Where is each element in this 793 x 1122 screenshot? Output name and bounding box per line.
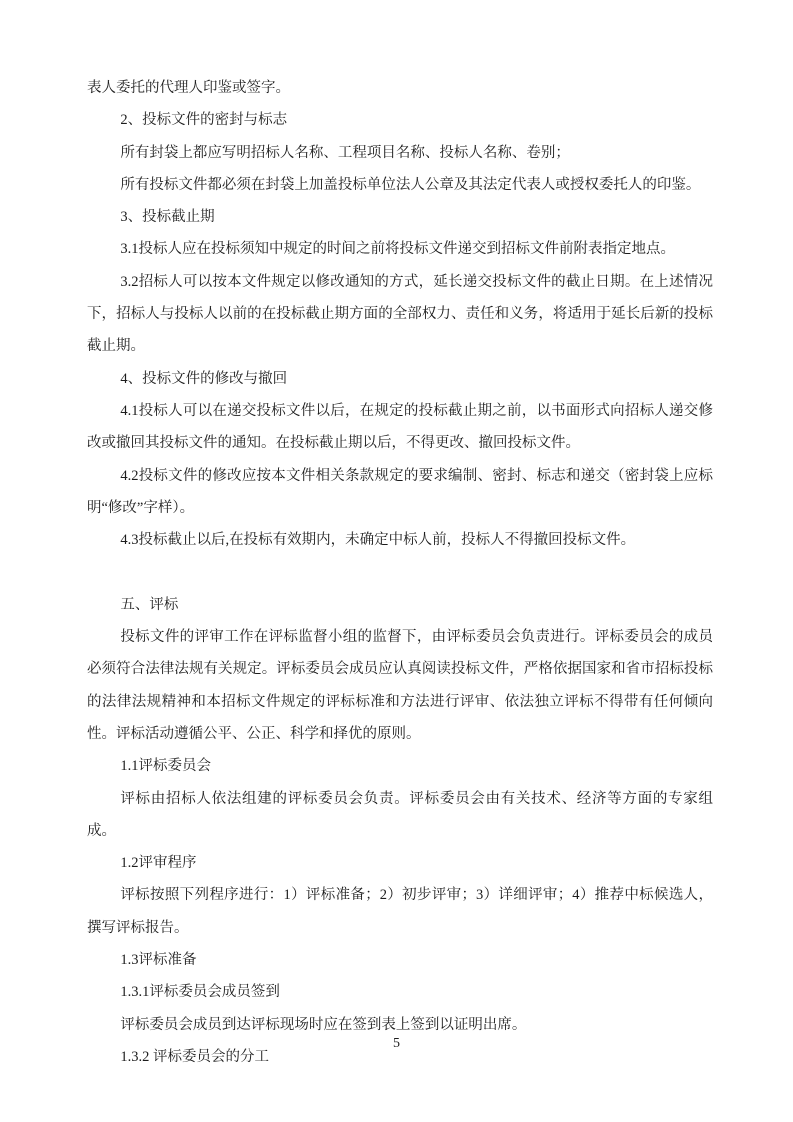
sub-heading-1-3: 1.3评标准备: [120, 952, 197, 969]
paragraph-continuation: 表人委托的代理人印鉴或签字。: [87, 80, 290, 96]
sub-heading-1-1: 1.1评标委员会: [120, 758, 211, 775]
clause-4-1-paragraph: 4.1投标人可以在递交投标文件以后，在规定的投标截止期之前，以书面形式向招标人递交修改或撤回其投标文件的通知。在投标截止期以后，不得更改、撤回投标文件。: [87, 402, 713, 452]
clause-4-heading: 4、投标文件的修改与撤回: [120, 370, 288, 387]
clause-4-3-paragraph: 4.3投标截止以后,在投标有效期内，未确定中标人前，投标人不得撤回投标文件。: [120, 532, 636, 549]
sub-heading-1-3-1: 1.3.1评标委员会成员签到: [120, 984, 280, 1001]
paragraph: 所有投标文件都必须在封袋上加盖投标单位法人公章及其法定代表人或授权委托人的印鉴。: [120, 176, 701, 193]
clause-4-2-paragraph: 4.2投标文件的修改应按本文件相关条款规定的要求编制、密封、标志和递交（密封袋上应标明“修改”字样）。: [87, 467, 713, 516]
paragraph: 投标文件的评审工作在评标监督小组的监督下，由评标委员会负责进行。评标委员会的成员必须符合法律法规有关规定。评标委员会成员应认真阅读投标文件，严格依据国家和省市招标投标的法律法规精神和本招标文件规定的评标标准和方法进行评审、依法独立评标不得带有任何倾向性。评标活动遵循公平、公正、科学和择优的原则。: [87, 629, 713, 742]
clause-2-heading: 2、投标文件的密封与标志: [120, 112, 288, 129]
sub-heading-1-3-2: 1.3.2 评标委员会的分工: [120, 1048, 269, 1065]
clause-3-2-paragraph: 3.2招标人可以按本文件规定以修改通知的方式，延长递交投标文件的截止日期。在上述情况下，招标人与投标人以前的在投标截止期方面的全部权力、责任和义务，将适用于延长后新的投标截止期。: [87, 273, 713, 355]
section-5-heading: 五、评标: [120, 596, 179, 613]
page-body: [87, 72, 713, 1073]
paragraph: 评标按照下列程序进行：1）评标准备；2）初步评审；3）详细评审；4）推荐中标候选人，撰写评标报告。: [87, 887, 713, 936]
page-number: 5: [393, 1036, 400, 1051]
paragraph: 评标委员会成员到达评标现场时应在签到表上签到以证明出席。: [120, 1016, 527, 1033]
clause-3-1-paragraph: 3.1投标人应在投标须知中规定的时间之前将投标文件递交到招标文件前附表指定地点。: [120, 241, 675, 258]
sub-heading-1-2: 1.2评审程序: [120, 855, 197, 872]
paragraph: 评标由招标人依法组建的评标委员会负责。评标委员会由有关技术、经济等方面的专家组成。: [87, 790, 713, 839]
paragraph: 所有封袋上都应写明招标人名称、工程项目名称、投标人名称、卷别；: [120, 144, 570, 161]
clause-3-heading: 3、投标截止期: [120, 209, 215, 226]
